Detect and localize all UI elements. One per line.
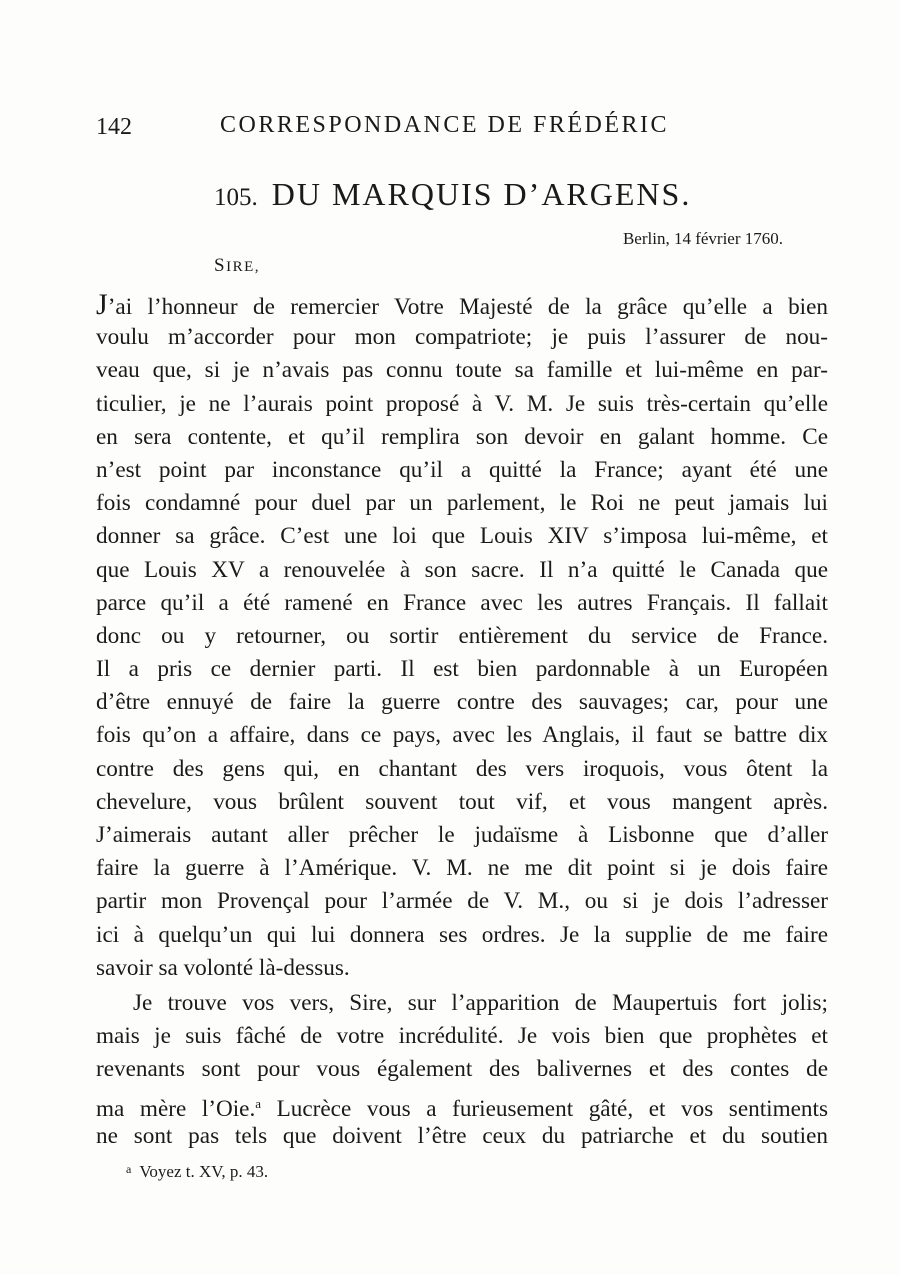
text-line: voulu m’accorder pour mon compatriote; je puis l’assurer de nou-: [96, 324, 828, 351]
footnote: [126, 1162, 268, 1182]
text-line: mais je suis fâché de votre incrédulité. Je vois bien que prophètes et: [96, 1023, 828, 1050]
text-line: veau que, si je n’avais pas connu toute sa famille et lui-même en par-: [96, 357, 828, 384]
paragraph-1: [96, 288, 828, 985]
text-line: revenants sont pour vous également des balivernes et des contes de: [96, 1056, 828, 1083]
text-line: ticulier, je ne l’aurais point proposé à V. M. Je suis très-certain qu’elle: [96, 390, 828, 417]
text-line: J’aimerais autant aller prêcher le judaïsme à Lisbonne que d’aller: [96, 822, 828, 848]
text-line: chevelure, vous brûlent souvent tout vif, et vous mangent après.: [96, 788, 828, 815]
page-number: 142: [96, 114, 132, 140]
footnote-reference[interactable]: a: [255, 1095, 262, 1111]
paragraph-2: [96, 987, 828, 1153]
line-text: ’ai l’honneur de remercier Votre Majesté de la grâce qu’elle a bien: [107, 294, 828, 320]
text-line: parce qu’il a été ramené en France avec les autres Français. Il fallait: [96, 589, 828, 616]
drop-cap: J: [96, 288, 108, 321]
line-text: Lucrèce vous a furieusement gâté, et vos sentiments: [261, 1095, 828, 1122]
text-line: donner sa grâce. C’est une loi que Louis XIV s’imposa lui-même, et: [96, 523, 828, 550]
text-line: contre des gens qui, en chantant des vers iroquois, vous ôtent la: [96, 755, 828, 782]
text-line: ici à quelqu’un qui lui donnera ses ordres. Je la supplie de me faire: [96, 921, 828, 948]
text-line: Il a pris ce dernier parti. Il est bien pardonnable à un Européen: [96, 656, 828, 683]
text-line: en sera contente, et qu’il remplira son devoir en galant homme. Ce: [96, 423, 828, 450]
text-line: ne sont pas tels que doivent l’être ceux du patriarche et du soutien: [96, 1122, 828, 1149]
text-line: d’être ennuyé de faire la guerre contre des sauvages; car, pour une: [96, 689, 828, 716]
text-line: [96, 288, 828, 321]
text-line: fois condamné pour duel par un parlement, le Roi ne peut jamais lui: [96, 490, 828, 517]
text-line: faire la guerre à l’Amérique. V. M. ne me dit point si je dois faire: [96, 855, 828, 882]
running-header: [96, 112, 696, 148]
text-line: [96, 1087, 828, 1120]
salutation-rest: IRE,: [226, 259, 260, 275]
dateline: Berlin, 14 février 1760.: [622, 229, 783, 248]
letter-title: DU MARQUIS D’ARGENS.: [271, 176, 692, 212]
text-line: que Louis XV a renouvelée à son sacre. Il n’a quitté le Canada que: [96, 556, 828, 583]
salutation: [214, 255, 260, 277]
text-line: savoir sa volonté là-dessus.: [96, 954, 350, 981]
letter-number: 105.: [214, 184, 258, 211]
text-line: fois qu’on a affaire, dans ce pays, avec les Anglais, il faut se battre dix: [96, 722, 828, 749]
salutation-initial: S: [214, 255, 227, 276]
text-line: Je trouve vos vers, Sire, sur l’apparition de Maupertuis fort jolis;: [133, 990, 828, 1016]
letter-heading: [214, 176, 691, 213]
line-text: ma mère l’Oie.: [96, 1095, 256, 1122]
text-line: n’est point par inconstance qu’il a quitté la France; ayant été une: [96, 456, 828, 483]
text-line: donc ou y retourner, ou sortir entièrement du service de France.: [96, 622, 828, 649]
running-title: CORRESPONDANCE DE FRÉDÉRIC: [220, 112, 670, 138]
footnote-mark: a: [126, 1162, 132, 1176]
footnote-text: Voyez t. XV, p. 43.: [139, 1162, 269, 1181]
text-line: partir mon Provençal pour l’armée de V. M., ou si je dois l’adresser: [96, 888, 828, 915]
